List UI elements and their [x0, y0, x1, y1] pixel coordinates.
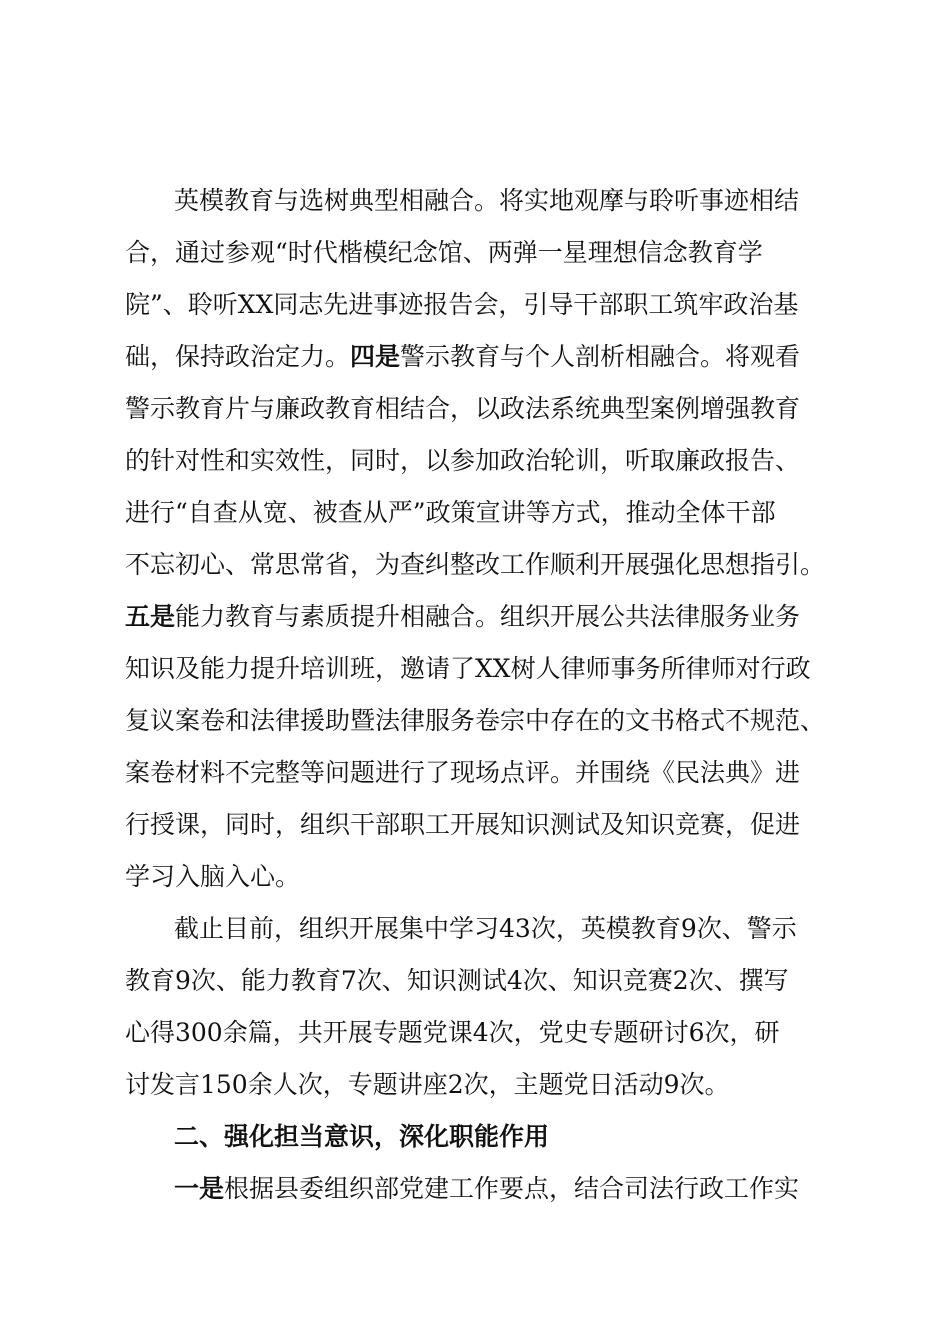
paragraph-line: 行授课，同时，组织干部职工开展知识测试及知识竞赛，促进	[125, 810, 801, 839]
paragraph-line: 不忘初心、常思常省，为查纠整改工作顺利开展强化思想指引。	[125, 550, 826, 579]
paragraph-line: 的针对性和实效性，同时，以参加政治轮训，听取廉政报告、	[125, 446, 801, 475]
paragraph-line: 复议案卷和法律援助暨法律服务卷宗中存在的文书格式不规范、	[125, 706, 826, 735]
paragraph-line: 教育9次、能力教育7次、知识测试4次、知识竞赛2次、撰写	[125, 966, 789, 995]
paragraph-line: 进行“自查从宽、被查从严”政策宣讲等方式，推动全体干部	[125, 498, 776, 527]
paragraph-line: 院”、聆听XX同志先进事迹报告会，引导干部职工筑牢政治基	[125, 290, 799, 319]
paragraph-line: 心得300余篇，共开展专题党课4次，党史专题研讨6次，研	[125, 1018, 780, 1047]
line-text: 能力教育与素质提升相融合。组织开展公共法律服务业务	[175, 602, 801, 631]
paragraph-line: 警示教育片与廉政教育相结合，以政法系统典型案例增强教育	[125, 394, 801, 423]
paragraph-line: 讨发言150余人次，专题讲座2次，主题党日活动9次。	[125, 1070, 730, 1099]
paragraph-line: 案卷材料不完整等问题进行了现场点评。并围绕《民法典》进	[125, 758, 801, 787]
paragraph-line: 知识及能力提升培训班，邀请了XX树人律师事务所律师对行政	[125, 654, 811, 683]
paragraph-line: 截止目前，组织开展集中学习43次，英模教育9次、警示	[174, 914, 797, 943]
line-text: 础，保持政治定力。	[125, 342, 351, 371]
paragraph-line	[125, 337, 835, 377]
paragraph-line	[125, 597, 835, 637]
paragraph-line: 英模教育与选树典型相融合。将实地观摩与聆听事迹相结	[174, 186, 800, 215]
paragraph-line: 合，通过参观“时代楷模纪念馆、两弹一星理想信念教育学	[125, 238, 763, 267]
line-text: 根据县委组织部党建工作要点，结合司法行政工作实	[224, 1174, 800, 1203]
section-heading: 二、强化担当意识，深化职能作用	[174, 1122, 550, 1151]
bold-lead: 一是	[174, 1174, 225, 1203]
bold-lead: 五是	[125, 602, 176, 631]
line-text: 警示教育与个人剖析相融合。将观看	[400, 342, 801, 371]
bold-lead: 四是	[350, 342, 401, 371]
paragraph-line	[174, 1169, 835, 1209]
paragraph-line: 学习入脑入心。	[125, 862, 301, 891]
